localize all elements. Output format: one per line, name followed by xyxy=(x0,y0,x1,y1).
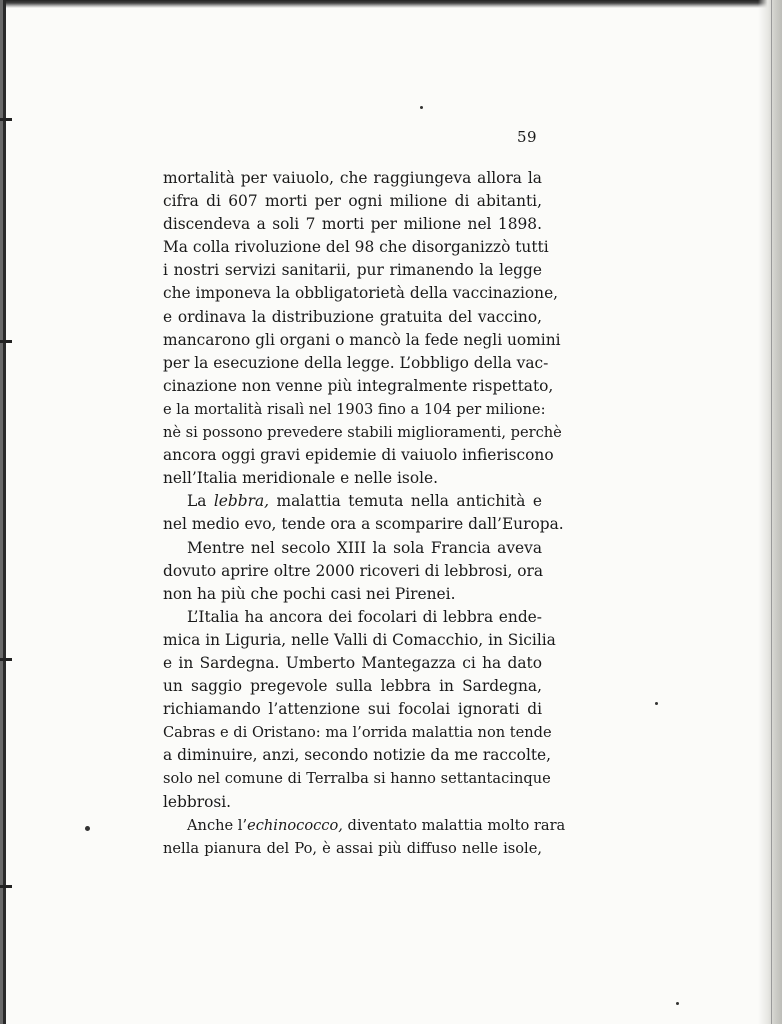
body-text xyxy=(163,167,566,860)
ink-speck xyxy=(655,702,658,705)
text-line: lebbrosi. xyxy=(163,792,232,811)
text-line: Cabras e di Oristano: ma l’orrida malattia non tende xyxy=(163,724,552,742)
text-line: Ma colla rivoluzione del 98 che disorganizzò tutti xyxy=(163,238,549,257)
line-start: Anche l’ xyxy=(187,816,248,834)
binding-mark xyxy=(0,118,12,121)
text-line: un saggio pregevole sulla lebbra in Sardegna, xyxy=(163,677,542,696)
page-left-edge xyxy=(3,0,6,1024)
text-line: e in Sardegna. Umberto Mantegazza ci ha dato xyxy=(163,653,542,672)
line-end: diventato malattia molto rara xyxy=(342,816,566,834)
page-number: 59 xyxy=(517,128,538,146)
text-line: mica in Liguria, nelle Valli di Comacchio, in Sicilia xyxy=(163,630,556,649)
text-line: i nostri servizi sanitarii, pur rimanendo la legge xyxy=(163,261,542,280)
text-line: nella pianura del Po, è assai più diffuso nelle isole, xyxy=(163,839,542,857)
binding-mark xyxy=(0,658,12,661)
line-start: La xyxy=(187,492,214,511)
text-line: solo nel comune di Terralba si hanno settantacinque xyxy=(163,770,551,788)
text-line: non ha più che pochi casi nei Pirenei. xyxy=(163,584,456,603)
text-line: e la mortalità risalì nel 1903 fino a 104 per milione: xyxy=(163,400,546,418)
text-line: nel medio evo, tende ora a scomparire dall’Europa. xyxy=(163,515,564,534)
text-line: nell’Italia meridionale e nelle isole. xyxy=(163,469,439,488)
ink-speck xyxy=(85,826,90,831)
text-line: cinazione non venne più integralmente rispettato, xyxy=(163,376,554,395)
text-line: ancora oggi gravi epidemie di vaiuolo infieriscono xyxy=(163,446,554,465)
ink-speck xyxy=(676,1002,679,1005)
italic-term: echinococco, xyxy=(247,816,343,834)
text-line: discendeva a soli 7 morti per milione nel 1898. xyxy=(163,215,542,234)
ink-speck xyxy=(420,106,423,109)
text-line: mortalità per vaiuolo, che raggiungeva allora la xyxy=(163,169,542,187)
text-line: L’Italia ha ancora dei focolari di lebbra ende- xyxy=(187,607,542,626)
text-line: a diminuire, anzi, secondo notizie da me raccolte, xyxy=(163,746,552,765)
text-line: cifra di 607 morti per ogni milione di abitanti, xyxy=(163,192,542,211)
text-line: per la esecuzione della legge. L’obbligo della vac- xyxy=(163,353,549,372)
text-line: e ordinava la distribuzione gratuita del vaccino, xyxy=(163,307,542,326)
text-line: mancarono gli organi o mancò la fede negli uomini xyxy=(163,330,561,349)
page-right-edge xyxy=(758,0,782,1024)
text-line: che imponeva la obbligatorietà della vaccinazione, xyxy=(163,284,559,303)
page-right-edge-line xyxy=(771,0,772,1024)
text-line: Mentre nel secolo XIII la sola Francia aveva xyxy=(187,538,542,557)
line-end: malattia temuta nella antichità e xyxy=(269,492,542,511)
page-top-edge xyxy=(0,0,782,8)
text-line: nè si possono prevedere stabili miglioramenti, perchè xyxy=(163,424,562,442)
text-line xyxy=(163,490,542,513)
text-line: richiamando l’attenzione sui focolai ignorati di xyxy=(163,700,542,719)
text-line: dovuto aprire oltre 2000 ricoveri di lebbrosi, ora xyxy=(163,561,544,580)
italic-term: lebbra, xyxy=(213,492,270,511)
binding-mark xyxy=(0,340,12,343)
binding-mark xyxy=(0,885,12,888)
text-line xyxy=(163,814,566,837)
